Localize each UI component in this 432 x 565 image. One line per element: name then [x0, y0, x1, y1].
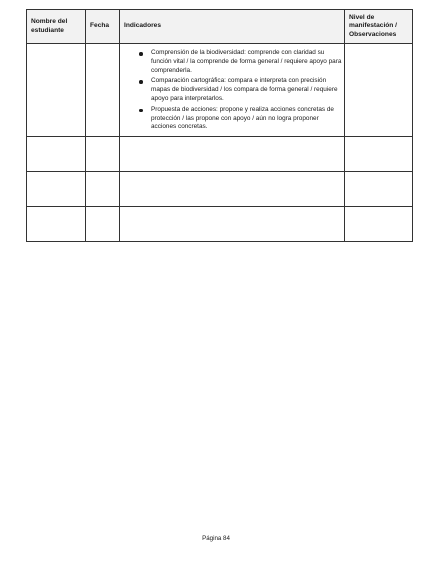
- table-row: [27, 44, 413, 137]
- indicator-item: [139, 49, 342, 75]
- indicators-cell: [120, 44, 345, 137]
- observation-table: [26, 9, 413, 242]
- student-name-cell[interactable]: [27, 172, 86, 207]
- header-level-observations: Nivel de manifestación / Observaciones: [345, 10, 413, 44]
- student-name-cell[interactable]: [27, 44, 86, 137]
- indicator-text: Comprensión de la biodiversidad: comprende con claridad su función vital / la comprende de forma general / requiere apoyo para comprenderla.: [151, 49, 342, 74]
- date-cell[interactable]: [86, 207, 120, 242]
- observations-cell[interactable]: [345, 137, 413, 172]
- page-number: Página 84: [202, 535, 230, 542]
- indicator-text: Comparación cartográfica: compara e interpreta con precisión mapas de biodiversidad / los compara de forma general / requiere apoyo para interpretarlos.: [151, 77, 338, 102]
- date-cell[interactable]: [86, 137, 120, 172]
- header-date: Fecha: [86, 10, 120, 44]
- indicator-item: [139, 77, 342, 103]
- indicators-cell[interactable]: [120, 172, 345, 207]
- bullet-icon: [139, 80, 143, 84]
- observations-cell[interactable]: [345, 207, 413, 242]
- table-header-row: [27, 10, 413, 44]
- indicator-list: [120, 44, 344, 132]
- indicators-cell[interactable]: [120, 137, 345, 172]
- observations-cell[interactable]: [345, 44, 413, 137]
- date-cell[interactable]: [86, 44, 120, 137]
- date-cell[interactable]: [86, 172, 120, 207]
- indicators-cell[interactable]: [120, 207, 345, 242]
- indicator-text: Propuesta de acciones: propone y realiza acciones concretas de protección / las propone con apoyo / aún no logra proponer acciones concretas.: [151, 105, 334, 131]
- indicator-item: [139, 106, 342, 132]
- header-indicators: Indicadores: [120, 10, 345, 44]
- table-row: [27, 207, 413, 242]
- table-row: [27, 172, 413, 207]
- table-row: [27, 137, 413, 172]
- header-student-name: Nombre del estudiante: [27, 10, 86, 44]
- bullet-icon: [139, 109, 143, 113]
- student-name-cell[interactable]: [27, 137, 86, 172]
- student-name-cell[interactable]: [27, 207, 86, 242]
- observations-cell[interactable]: [345, 172, 413, 207]
- bullet-icon: [139, 52, 143, 56]
